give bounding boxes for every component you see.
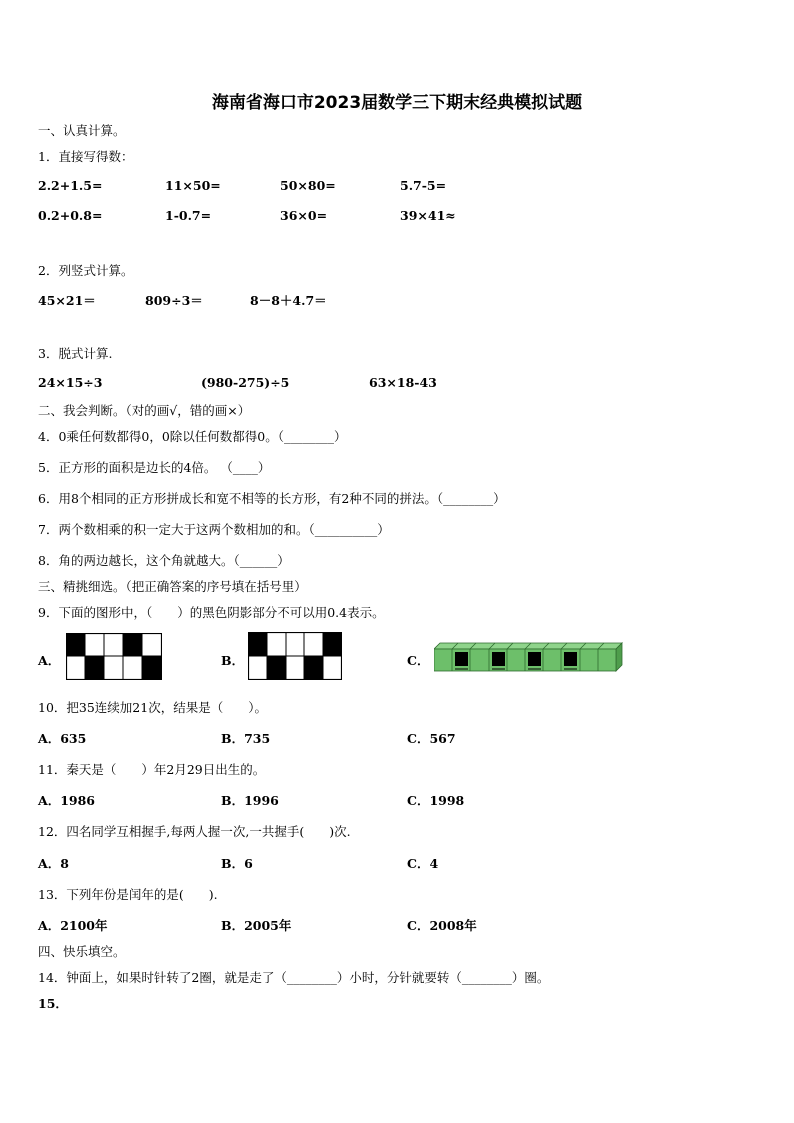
choice-option: A．1986 — [38, 793, 95, 808]
option-label-b: B． — [221, 653, 245, 668]
question-3-label: 3．脱式计算. — [38, 346, 113, 361]
calc-item: 39×41≈ — [400, 208, 456, 223]
vertical-calc-item: 45×21＝ — [38, 293, 96, 308]
page-title: 海南省海口市2023届数学三下期末经典模拟试题 — [211, 93, 583, 113]
step-calc-item: (980-275)÷5 — [201, 375, 290, 390]
calc-item: 5.7-5= — [400, 178, 447, 193]
option-label-c: C． — [407, 653, 430, 668]
calc-item: 11×50= — [165, 178, 221, 193]
calc-item: 0.2+0.8= — [38, 208, 103, 223]
option-label-a: A． — [38, 653, 61, 668]
choice-option: B．6 — [221, 856, 253, 871]
question-12-stem: 12．四名同学互相握手,每两人握一次,一共握手( )次. — [38, 824, 351, 839]
vertical-calc-item: 809÷3＝ — [145, 293, 203, 308]
choice-option: B．2005年 — [221, 918, 292, 933]
section-heading-4: 四、快乐填空。 — [38, 944, 126, 959]
choice-option: B．735 — [221, 731, 271, 746]
choice-option: C．2008年 — [407, 918, 477, 933]
question-10-stem: 10．把35连续加21次，结果是（ ）。 — [38, 700, 267, 715]
calc-item: 36×0= — [280, 208, 328, 223]
calc-item: 50×80= — [280, 178, 336, 193]
question-13-stem: 13．下列年份是闰年的是( ). — [38, 887, 218, 902]
step-calc-item: 63×18-43 — [369, 375, 437, 390]
question-11-stem: 11．秦天是（ ）年2月29日出生的。 — [38, 762, 266, 777]
section-heading-1: 一、认真计算。 — [38, 123, 126, 138]
choice-option: A．8 — [38, 856, 69, 871]
choice-option: A．635 — [38, 731, 87, 746]
calc-item: 1-0.7= — [165, 208, 212, 223]
calc-item: 2.2+1.5= — [38, 178, 103, 193]
choice-option: C．567 — [407, 731, 456, 746]
question-9-stem: 9．下面的图形中，（ ）的黑色阴影部分不可以用0.4表示。 — [38, 605, 385, 620]
judge-question: 8．角的两边越长，这个角就越大。（______） — [38, 553, 290, 568]
choice-option: C．1998 — [407, 793, 465, 808]
choice-option: A．2100年 — [38, 918, 108, 933]
judge-question: 4．0乘任何数都得0，0除以任何数都得0。（________） — [38, 429, 347, 444]
judge-question: 6．用8个相同的正方形拼成长和宽不相等的长方形，有2种不同的拼法。（________） — [38, 491, 506, 506]
step-calc-item: 24×15÷3 — [38, 375, 103, 390]
question-14-stem: 14．钟面上，如果时针转了2圈，就是走了（________）小时，分针就要转（________）圈。 — [38, 970, 550, 985]
judge-question: 7．两个数相乘的积一定大于这两个数相加的和。（__________） — [38, 522, 390, 537]
choice-option: B．1996 — [221, 793, 279, 808]
figure-c-cube-bar — [434, 641, 624, 675]
judge-question: 5．正方形的面积是边长的4倍。 （____） — [38, 460, 271, 475]
figure-b-grid — [248, 632, 342, 680]
question-2-label: 2．列竖式计算。 — [38, 263, 134, 278]
question-15-stem: 15． — [38, 996, 68, 1011]
section-heading-3: 三、精挑细选。（把正确答案的序号填在括号里） — [38, 579, 307, 594]
figure-a-grid — [66, 633, 162, 680]
vertical-calc-item: 8－8＋4.7＝ — [250, 293, 327, 308]
section-heading-2: 二、我会判断。（对的画√，错的画×） — [38, 403, 251, 418]
question-1-label: 1．直接写得数： — [38, 149, 134, 164]
choice-option: C．4 — [407, 856, 439, 871]
